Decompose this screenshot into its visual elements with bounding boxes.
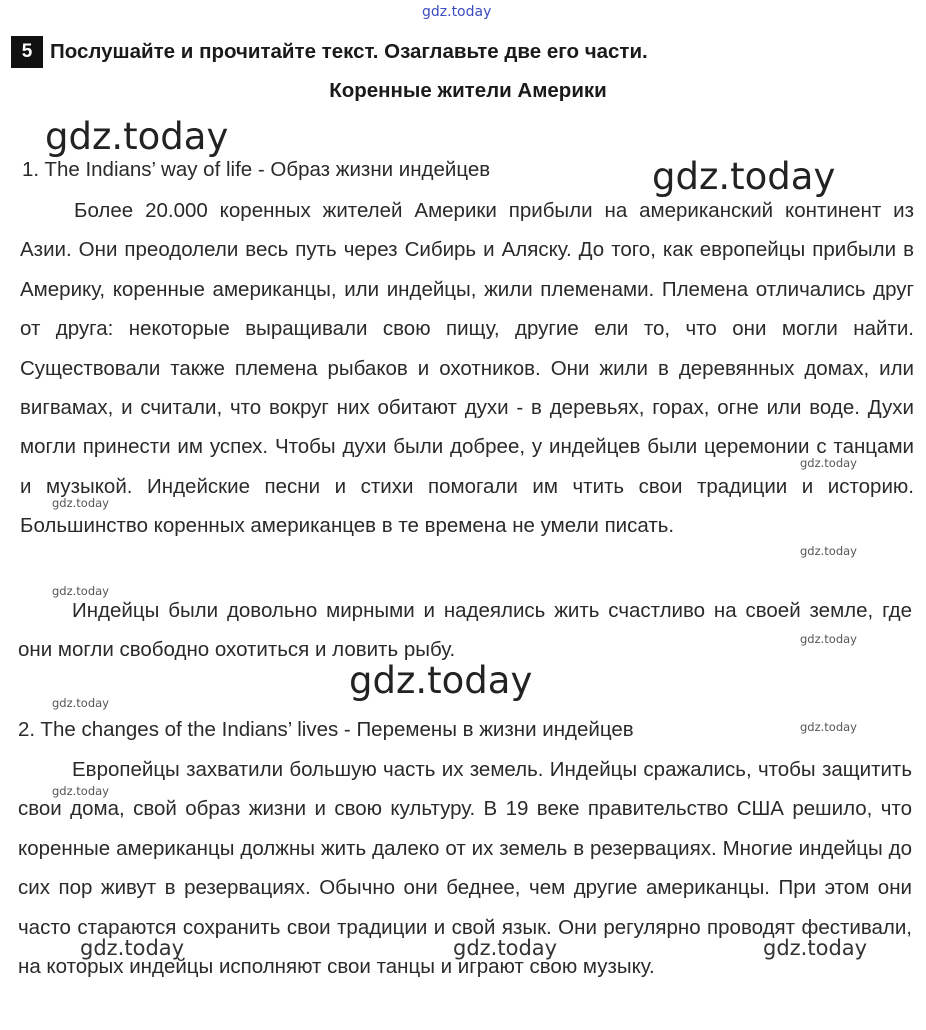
watermark-small: gdz.today: [800, 632, 857, 646]
watermark-small: gdz.today: [52, 496, 109, 510]
section-2-paragraph-1: Европейцы захватили большую часть их земель. Индейцы сражались, чтобы защитить свои дома, свой образ жизни и свою культуру. В 19 веке правительство США решило, что коренные американцы должны жить далеко от их земель в резервациях. Многие индейцы до сих пор живут в резервациях. Обычно они беднее, чем другие американцы. При этом они часто стараются сохранить свои традиции и свой язык. Они регулярно проводят фестивали, на которых индейцы исполняют свои танцы и играют свою музыку.: [18, 758, 912, 979]
watermark-small: gdz.today: [800, 456, 857, 470]
text-title: Коренные жители Америки: [329, 79, 607, 102]
watermark-medium-2: gdz.today: [453, 936, 558, 960]
watermark-medium-1: gdz.today: [80, 936, 185, 960]
watermark-small: gdz.today: [52, 584, 109, 598]
watermark-small: gdz.today: [800, 720, 857, 734]
task-number-badge: 5: [11, 36, 43, 68]
watermark-small: gdz.today: [52, 784, 109, 798]
task-header: [11, 36, 648, 68]
watermark-large-3: gdz.today: [349, 659, 533, 702]
section-1-paragraph-1: Более 20.000 коренных жителей Америки прибыли на американский континент из Азии. Они преодолели весь путь через Сибирь и Аляску. До того, как европейцы прибыли в Америку, коренные американцы, или индейцы, жили племенами. Племена отличались друг от друга: некоторые выращивали свою пищу, другие ели то, что они могли найти. Существовали также племена рыбаков и охотников. Они жили в деревянных домах, или вигвамах, и считали, что вокруг них обитают духи - в деревьях, горах, огне или воде. Духи могли принести им успех. Чтобы духи были добрее, у индейцев были церемонии с танцами и музыкой. Индейские песни и стихи помогали им чтить свои традиции и историю. Большинство коренных американцев в те времена не умели писать.: [20, 199, 914, 538]
watermark-top: gdz.today: [422, 4, 492, 20]
watermark-small: gdz.today: [800, 544, 857, 558]
section-1-paragraph-2: Индейцы были довольно мирными и надеялись жить счастливо на своей земле, где они могли свободно охотиться и ловить рыбу.: [18, 599, 912, 662]
section-1-heading: 1. The Indians’ way of life - Образ жизни индейцев: [22, 158, 491, 181]
task-instruction: Послушайте и прочитайте текст. Озаглавьте две его части.: [50, 40, 648, 63]
section-2-heading: 2. The changes of the Indians’ lives - Перемены в жизни индейцев: [18, 718, 634, 741]
watermark-large-2: gdz.today: [652, 155, 836, 198]
watermark-medium-3: gdz.today: [763, 936, 868, 960]
watermark-large-1: gdz.today: [45, 115, 229, 158]
watermark-small: gdz.today: [52, 696, 109, 710]
